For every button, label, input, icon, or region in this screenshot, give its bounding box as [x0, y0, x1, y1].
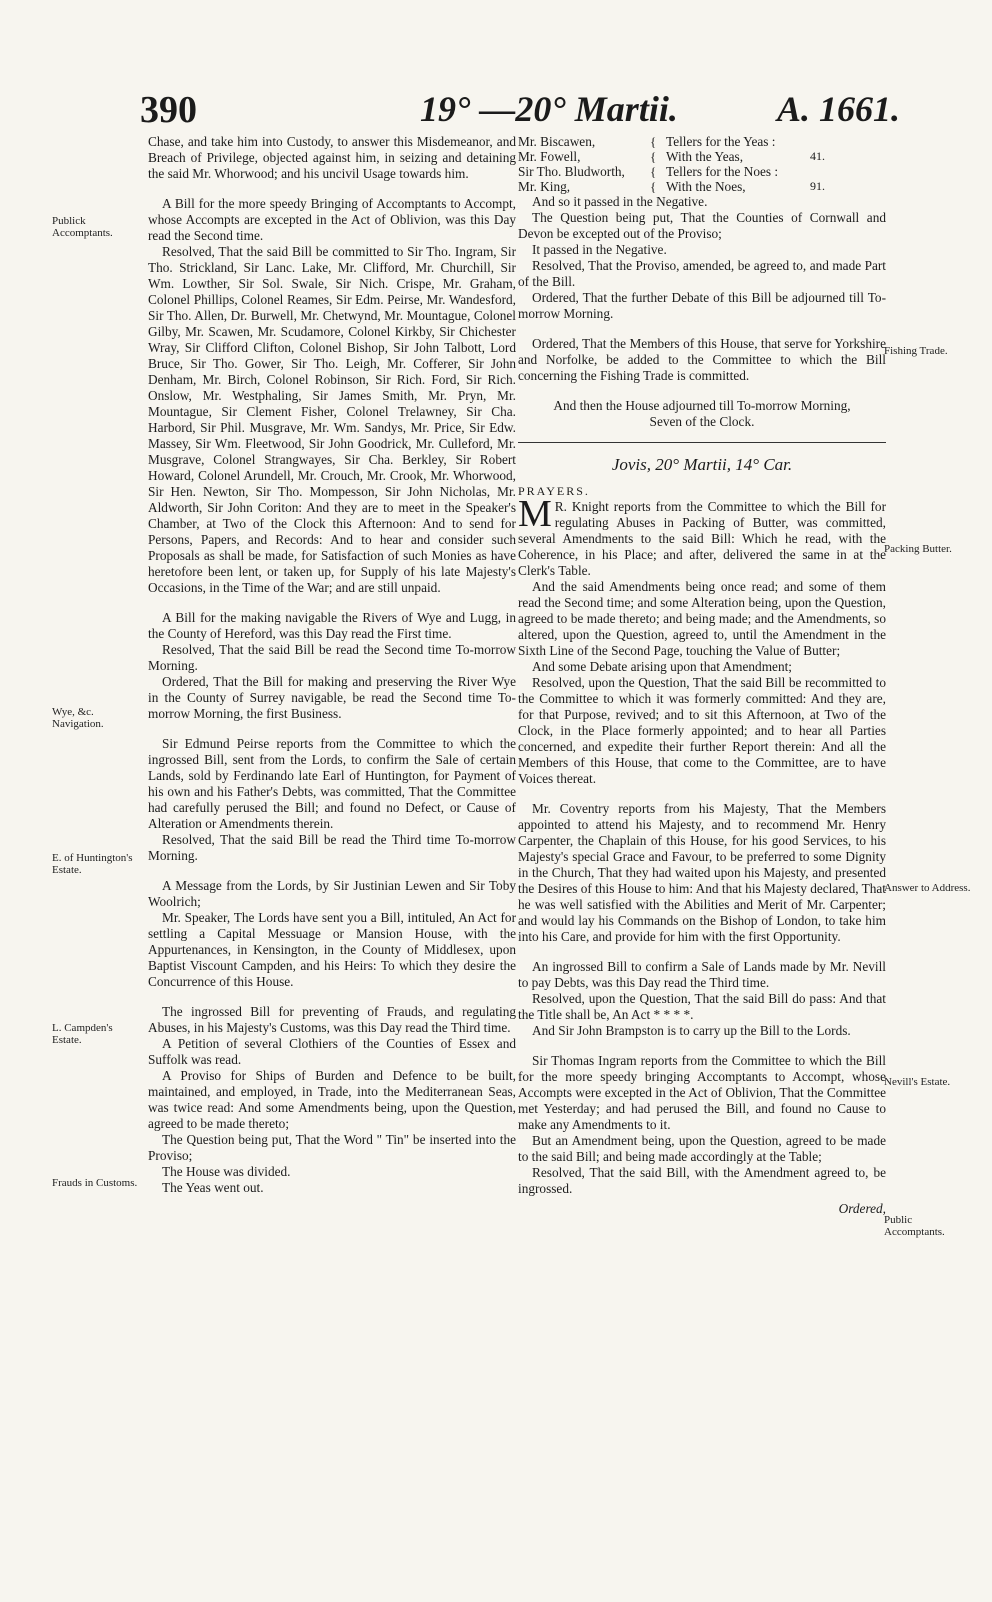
left-column	[148, 134, 516, 1196]
margin-note-public-accomptants: Public Accomptants.	[884, 1214, 945, 1238]
teller-name: Mr. Biscawen,	[518, 134, 596, 149]
entry-frauds-customs	[148, 1004, 516, 1196]
paragraph: Resolved, That the Proviso, amended, be agreed to, and made Part of the Bill.	[518, 258, 886, 289]
paragraph: The Yeas went out.	[162, 1180, 264, 1195]
dropcap-letter: M	[518, 493, 552, 535]
teller-name: Sir Tho. Bludworth,	[518, 164, 625, 179]
paragraph: Resolved, That the said Bill be read the Second time To-morrow Morning.	[148, 642, 516, 673]
catchword: Ordered,	[838, 1201, 886, 1216]
paragraph: Resolved, That the said Bill be committed to Sir Tho. Ingram, Sir Tho. Strickland, Sir Lanc. Lake, Mr. Clifford, Mr. Churchill, Sir Wm. Lowther, Sir Sol. Swale, Sir Nich. Crispe, Mr. Graham, Colonel Phillips, Colonel Reames, Sir Edm. Peirse, Mr. Wandesford, Sir Tho. Allen, Dr. Burwell, Mr. Chetwynd, Mr. Mountague, Colonel Gilby, Mr. Scawen, Mr. Scudamore, Colonel Kirkby, Sir Chichester Wray, Sir Clifford Clifton, Colonel Bishop, Sir John Talbott, Lord Bruce, Sir Tho. Gower, Sir Tho. Leigh, Mr. Cofferer, Sir John Denham, Mr. Birch, Colonel Robinson, Sir Rich. Ford, Sir Rich. Onslow, Mr. Westphaling, Sir James Smith, Mr. Pryn, Mr. Mountague, Sir Clement Fisher, Colonel Trelawney, Sir Cha. Harbord, Sir Phil. Musgrave, Mr. Wm. Sandys, Mr. Price, Sir Edw. Massey, Sir Wm. Fleetwood, Sir John Goodrick, Mr. Culleford, Mr. Musgrave, Colonel Strangwayes, Sir Cha. Berkley, Sir Robert Howard, Colonel Arundell, Mr. Crouch, Mr. Crook, Mr. Whorwood, Sir Hen. Newton, Sir Tho. Mompesson, Sir John Nicholas, Mr. Aldworth, Sir John Coriton: And they are to meet in the Speaker's Chamber, at Two of the Clock this Afternoon: And to send for Persons, Papers, and Records: And to hear and consider such Proposals as shall be made, for Satisfaction of such Monies as have heretofore been lent, or taken up, for Supply of his late Majesty's Occasions, in the Time of the War; and are still unpaid.	[148, 244, 516, 595]
margin-note-fishing: Fishing Trade.	[884, 345, 948, 357]
margin-note-butter: Packing Butter.	[884, 543, 952, 555]
paragraph: Sir Edmund Peirse reports from the Committee to which the ingrossed Bill, sent from the Lords, to confirm the Sale of certain Lands, sold by Ferdinando late Earl of Huntington, for Payment of his own and his Father's Debts, was committed, That the Committee had carefully perused the Bill; and found no Defect, or Cause of Alteration or Amendments therein.	[148, 736, 516, 831]
margin-note-nevill: Nevill's Estate.	[884, 1076, 951, 1088]
paragraph-text: R. Knight reports from the Committee to which the Bill for regulating Abuses in Packing of Butter, was committed, several Amendments to the said Bill: Which he read, with the Coherence, in his Place; and after, delivered the same in at the Clerk's Table.	[518, 499, 886, 578]
paragraph: Resolved, upon the Question, That the said Bill be recommitted to the Committee to which it was formerly committed: And they are, for that Purpose, revived; and to sit this Afternoon, at Two of the Clock, in the Place formerly appointed; and to hear all Parties concerned, and expedite their further Report therein: And all the Members of this House, that come to the Committee, are to have Voices thereat.	[518, 675, 886, 786]
entry-huntington-estate	[148, 736, 516, 864]
running-head	[140, 88, 900, 132]
tellers-table	[518, 134, 886, 194]
entry-packing-butter	[518, 493, 886, 787]
adjournment-notice: And then the House adjourned till To-morrow Morning, Seven of the Clock.	[553, 398, 851, 429]
continuation-paragraph: Chase, and take him into Custody, to answer this Misdemeanor, and Breach of Privilege, objected against him, in seizing and detaining the said Mr. Whorwood; and his uncivil Usage towards him.	[148, 134, 516, 181]
header-year: A. 1661.	[776, 89, 900, 129]
teller-count: 91.	[810, 179, 825, 193]
paragraph: And Sir John Brampston is to carry up the Bill to the Lords.	[532, 1023, 851, 1038]
margin-note-frauds: Frauds in Customs.	[52, 1177, 138, 1189]
entry-nevill-estate	[518, 959, 886, 1039]
right-column	[518, 134, 886, 1217]
paragraph: A Message from the Lords, by Sir Justinian Lewen and Sir Toby Woolrich;	[148, 878, 516, 909]
day-heading: Jovis, 20° Martii, 14° Car.	[611, 455, 793, 474]
paragraph: Resolved, That the said Bill, with the Amendment agreed to, be ingrossed.	[518, 1165, 886, 1196]
teller-name: Mr. Fowell,	[518, 149, 581, 164]
paragraph: Sir Thomas Ingram reports from the Committee to which the Bill for the more speedy bringing Accomptants to Accompt, whose Accompts were excepted in the Act of Oblivion, That the Committee met Yesterday; and had perused the Bill, and found no Cause to make any Amendments to it.	[518, 1053, 886, 1132]
paragraph: And so it passed in the Negative.	[532, 194, 708, 209]
brace-glyph: {	[650, 134, 657, 149]
paragraph: Mr. Speaker, The Lords have sent you a Bill, intituled, An Act for settling a Capital Messuage or Mansion House, with the Appurtenances, in Kensington, in the County of Middlesex, upon Baptist Viscount Campden, and his Heirs: To which they desire the Concurrence of this House.	[148, 910, 516, 989]
entry-fishing-trade: Ordered, That the Members of this House, that serve for Yorkshire and Norfolke, be added to the Committee to which the Bill concerning the Fishing Trade is committed.	[518, 336, 886, 383]
paragraph: Resolved, upon the Question, That the said Bill do pass: And that the Title shall be, An Act * * * *.	[518, 991, 886, 1022]
paragraph-with-dropcap	[518, 493, 886, 579]
margin-note-address: Answer to Address.	[884, 882, 971, 894]
entry-division-result	[518, 194, 886, 322]
brace-glyph: {	[650, 179, 657, 194]
paragraph: And the said Amendments being once read; and some of them read the Second time; and some Alteration being, upon the Question, agreed to be made thereto; and being made; and the Amendments, so altered, upon the Question, agreed to, until the Amendment in the Sixth Line of the Second Page, touching the Value of Butter;	[518, 579, 886, 658]
paragraph: The House was divided.	[162, 1164, 291, 1179]
paragraph: A Petition of several Clothiers of the Counties of Essex and Suffolk was read.	[148, 1036, 516, 1067]
teller-role: With the Noes,	[666, 179, 746, 194]
teller-count: 41.	[810, 149, 825, 163]
entry-public-accomptants	[518, 1053, 886, 1197]
entry-accomptants	[148, 196, 516, 596]
teller-count	[806, 164, 836, 179]
teller-name: Mr. King,	[518, 179, 571, 194]
paragraph: A Bill for the making navigable the Rivers of Wye and Lugg, in the County of Hereford, was this Day read the First time.	[148, 610, 516, 641]
header-date: 19° —20° Martii.	[420, 89, 678, 129]
paragraph: Resolved, That the said Bill be read the Third time To-morrow Morning.	[148, 832, 516, 863]
margin-note-wye: Wye, &c. Navigation.	[52, 706, 104, 730]
teller-role: Tellers for the Yeas :	[666, 134, 776, 149]
teller-count	[806, 134, 836, 149]
paragraph: A Proviso for Ships of Burden and Defence to be built, maintained, and employed, in Trade, into the Mediterranean Seas, was twice read: And some Amendments being, upon the Question, agreed to be made thereto;	[148, 1068, 516, 1131]
teller-role: Tellers for the Noes :	[666, 164, 779, 179]
paragraph: The Question being put, That the Counties of Cornwall and Devon be excepted out of the Proviso;	[518, 210, 886, 241]
paragraph: The ingrossed Bill for preventing of Frauds, and regulating Abuses, in his Majesty's Customs, was this Day read the Third time.	[148, 1004, 516, 1035]
paragraph: A Bill for the more speedy Bringing of Accomptants to Accompt, whose Accompts are excepted in the Act of Oblivion, was this Day read the Second time.	[148, 196, 516, 243]
paragraph: It passed in the Negative.	[532, 242, 667, 257]
entry-campden-estate	[148, 878, 516, 990]
brace-glyph: {	[650, 164, 657, 179]
paragraph: Ordered, That the Bill for making and preserving the River Wye in the County of Surrey navigable, be read the Second time To-morrow Morning, the first Business.	[148, 674, 516, 721]
margin-note-campden: L. Campden's Estate.	[52, 1022, 113, 1046]
page-number: 390	[140, 89, 197, 131]
margin-note-accomptants: Publick Accomptants.	[52, 215, 113, 239]
paragraph: The Question being put, That the Word " Tin" be inserted into the Proviso;	[148, 1132, 516, 1163]
teller-role: With the Yeas,	[666, 149, 744, 164]
brace-glyph: {	[650, 149, 657, 164]
margin-note-huntington: E. of Huntington's Estate.	[52, 852, 133, 876]
paragraph: An ingrossed Bill to confirm a Sale of Lands made by Mr. Nevill to pay Debts, was this Day read the Third time.	[518, 959, 886, 990]
paragraph: And some Debate arising upon that Amendment;	[532, 659, 792, 674]
section-divider	[518, 442, 886, 443]
paragraph: Ordered, That the further Debate of this Bill be adjourned till To-morrow Morning.	[518, 290, 886, 321]
paragraph: But an Amendment being, upon the Question, agreed to be made to the said Bill; and being made accordingly at the Table;	[518, 1133, 886, 1164]
entry-answer-to-address: Mr. Coventry reports from his Majesty, That the Members appointed to attend his Majesty, and to recommend Mr. Henry Carpenter, the Chaplain of this House, for his good Services, to his Majesty's special Grace and Favour, to be preferred to some Dignity in the Church, That they had waited upon his Majesty, and presented the Desires of this House to him: And that his Majesty declared, That he was well satisfied with the Abilities and Merit of Mr. Carpenter; and would lay his Commands on the Bishop of London, to take him into his Care, and provide for him with the first Opportunity.	[518, 801, 886, 944]
prayers-label: PRAYERS.	[518, 484, 590, 498]
entry-wye-navigation	[148, 610, 516, 722]
